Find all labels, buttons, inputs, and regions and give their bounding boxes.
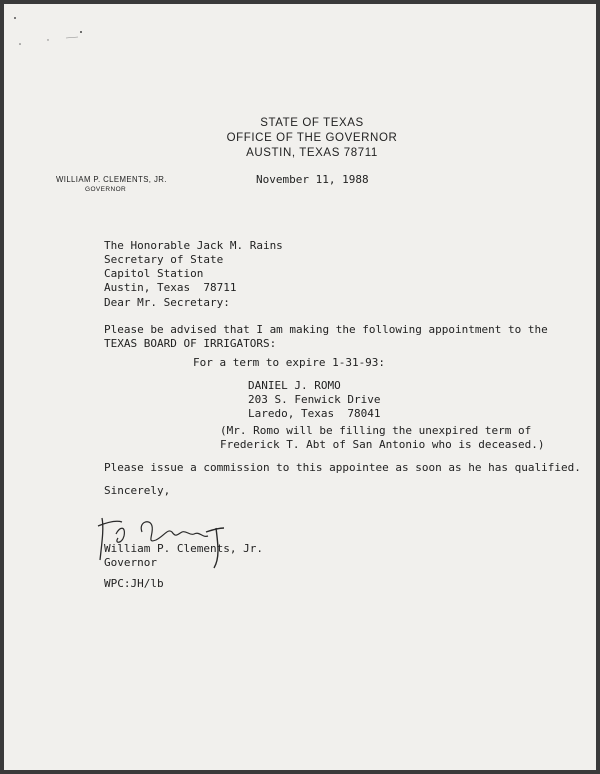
- signature-name: William P. Clements, Jr.: [104, 542, 263, 555]
- sender-block: [56, 175, 167, 193]
- letterhead: [4, 116, 596, 161]
- body-paragraph-1: [104, 323, 548, 351]
- sender-name: WILLIAM P. CLEMENTS, JR.: [56, 175, 167, 184]
- recipient-line: Austin, Texas 78711: [104, 281, 237, 294]
- recipient-line: Capitol Station: [104, 267, 204, 280]
- letterhead-office: OFFICE OF THE GOVERNOR: [226, 132, 398, 144]
- signature-title: Governor: [104, 556, 157, 569]
- appointee-street: 203 S. Fenwick Drive: [248, 393, 381, 406]
- salutation: Dear Mr. Secretary:: [104, 296, 230, 309]
- appointee-block: [248, 379, 380, 421]
- body-line: TEXAS BOARD OF IRRIGATORS:: [104, 337, 277, 350]
- appointee-name: DANIEL J. ROMO: [248, 379, 341, 392]
- recipient-line: Secretary of State: [104, 253, 224, 266]
- reference-initials: WPC:JH/lb: [104, 577, 164, 590]
- sender-title: GOVERNOR: [85, 186, 127, 193]
- letterhead-address: AUSTIN, TEXAS 78711: [246, 147, 378, 159]
- signature-block: [104, 542, 263, 570]
- letterhead-state: STATE OF TEXAS: [260, 117, 364, 129]
- term-line: For a term to expire 1-31-93:: [193, 356, 386, 369]
- recipient-address: [104, 239, 283, 295]
- appointee-city: Laredo, Texas 78041: [248, 407, 381, 420]
- letter-date: November 11, 1988: [256, 173, 369, 186]
- note-line: Frederick T. Abt of San Antonio who is deceased.): [220, 438, 545, 451]
- body-line: Please be advised that I am making the following appointment to the: [104, 323, 548, 336]
- note-line: (Mr. Romo will be filling the unexpired term of: [220, 424, 532, 437]
- recipient-line: The Honorable Jack M. Rains: [104, 239, 283, 252]
- letter-page: [4, 4, 596, 770]
- appointment-note: [220, 424, 545, 452]
- body-paragraph-2: Please issue a commission to this appointee as soon as he has qualified.: [104, 461, 581, 474]
- closing: Sincerely,: [104, 484, 171, 497]
- paper-specks: [4, 4, 596, 64]
